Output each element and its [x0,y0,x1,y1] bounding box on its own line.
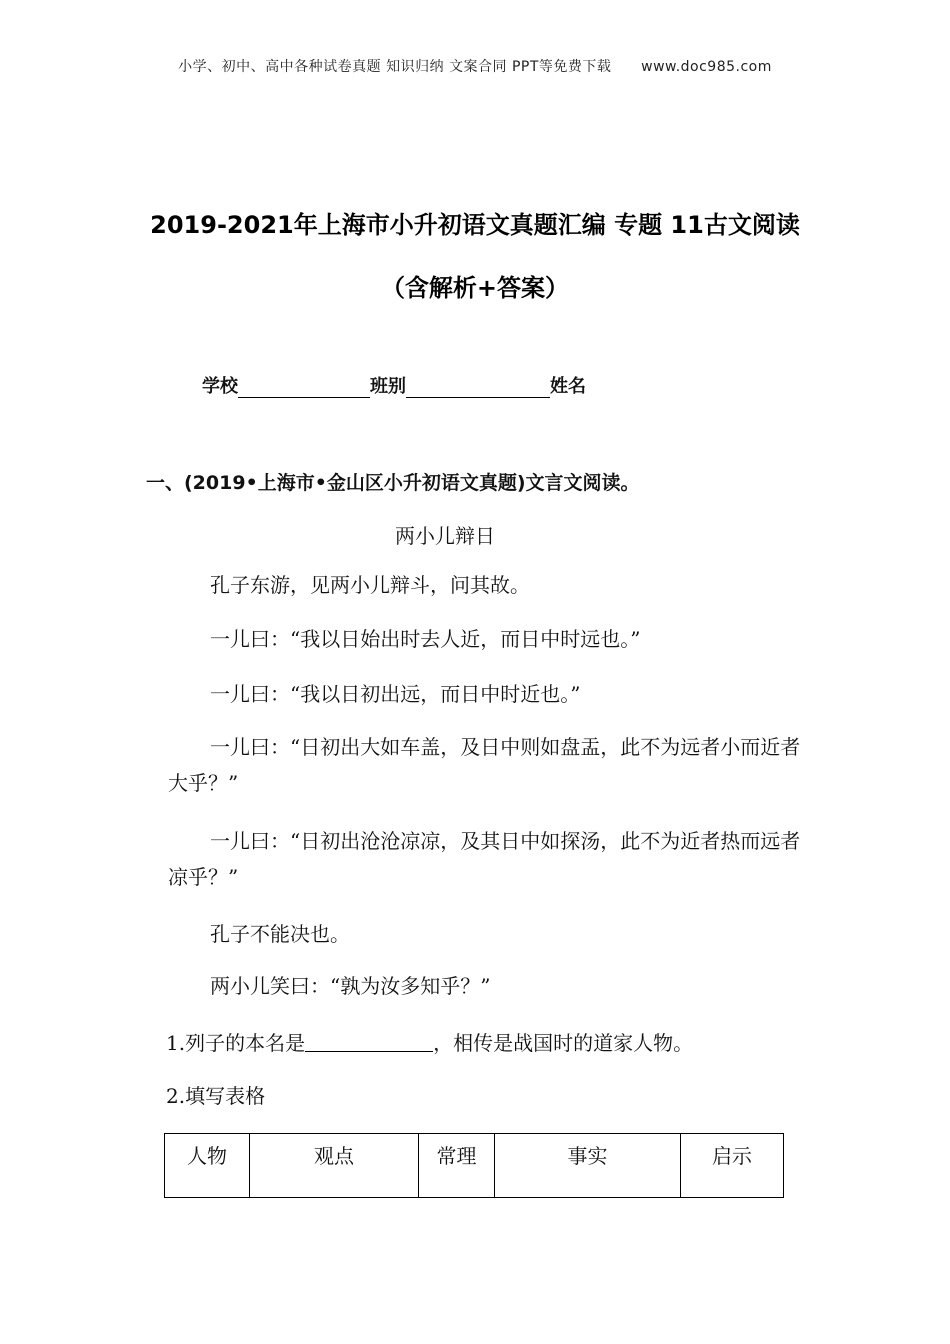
section-heading: 一、(2019•上海市•金山区小升初语文真题)文言文阅读。 [146,472,640,494]
page-header [0,56,950,76]
class-label: 班别 [370,376,406,397]
q1-answer-blank[interactable] [305,1033,433,1052]
table-header-cell: 启示 [681,1134,784,1198]
doc-subtitle: （含解析+答案） [380,274,570,302]
header-url[interactable]: www.doc985.com [641,59,772,75]
header-text: 小学、初中、高中各种试卷真题 知识归纳 文案合同 PPT等免费下载 [178,59,612,75]
q1-text-after: ，相传是战国时的道家人物。 [433,1031,694,1055]
passage-paragraph: 两小儿笑曰：“孰为汝多知乎？” [210,974,491,998]
table-header-cell: 人物 [165,1134,250,1198]
school-label: 学校 [202,376,238,397]
passage-paragraph: 一儿曰：“日初出大如车盖，及日中则如盘盂，此不为远者小而近者大乎？” [168,735,801,795]
fill-table [164,1133,784,1198]
passage-title: 两小儿辩日 [395,524,495,548]
student-info-row [202,372,586,398]
name-label: 姓名 [550,376,586,397]
doc-title: 2019-2021年上海市小升初语文真题汇编 专题 11古文阅读 [150,211,800,239]
table-header-cell: 事实 [495,1134,681,1198]
class-blank[interactable] [406,379,550,398]
passage-paragraph: 一儿曰：“我以日初出远，而日中时近也。” [210,682,581,706]
passage-paragraph: 孔子东游，见两小儿辩斗，问其故。 [210,573,530,597]
question-1 [166,1027,693,1056]
table-header-cell: 常理 [419,1134,495,1198]
passage-paragraph: 一儿曰：“我以日始出时去人近，而日中时远也。” [210,627,641,651]
table-header-cell: 观点 [250,1134,419,1198]
q1-text-before: 1.列子的本名是 [166,1031,306,1055]
passage-paragraph: 一儿曰：“日初出沧沧凉凉，及其日中如探汤，此不为近者热而远者凉乎？” [168,829,801,889]
question-2: 2.填写表格 [166,1084,266,1108]
school-blank[interactable] [238,379,370,398]
table-header-row [165,1134,784,1198]
passage-paragraph: 孔子不能决也。 [210,922,350,946]
